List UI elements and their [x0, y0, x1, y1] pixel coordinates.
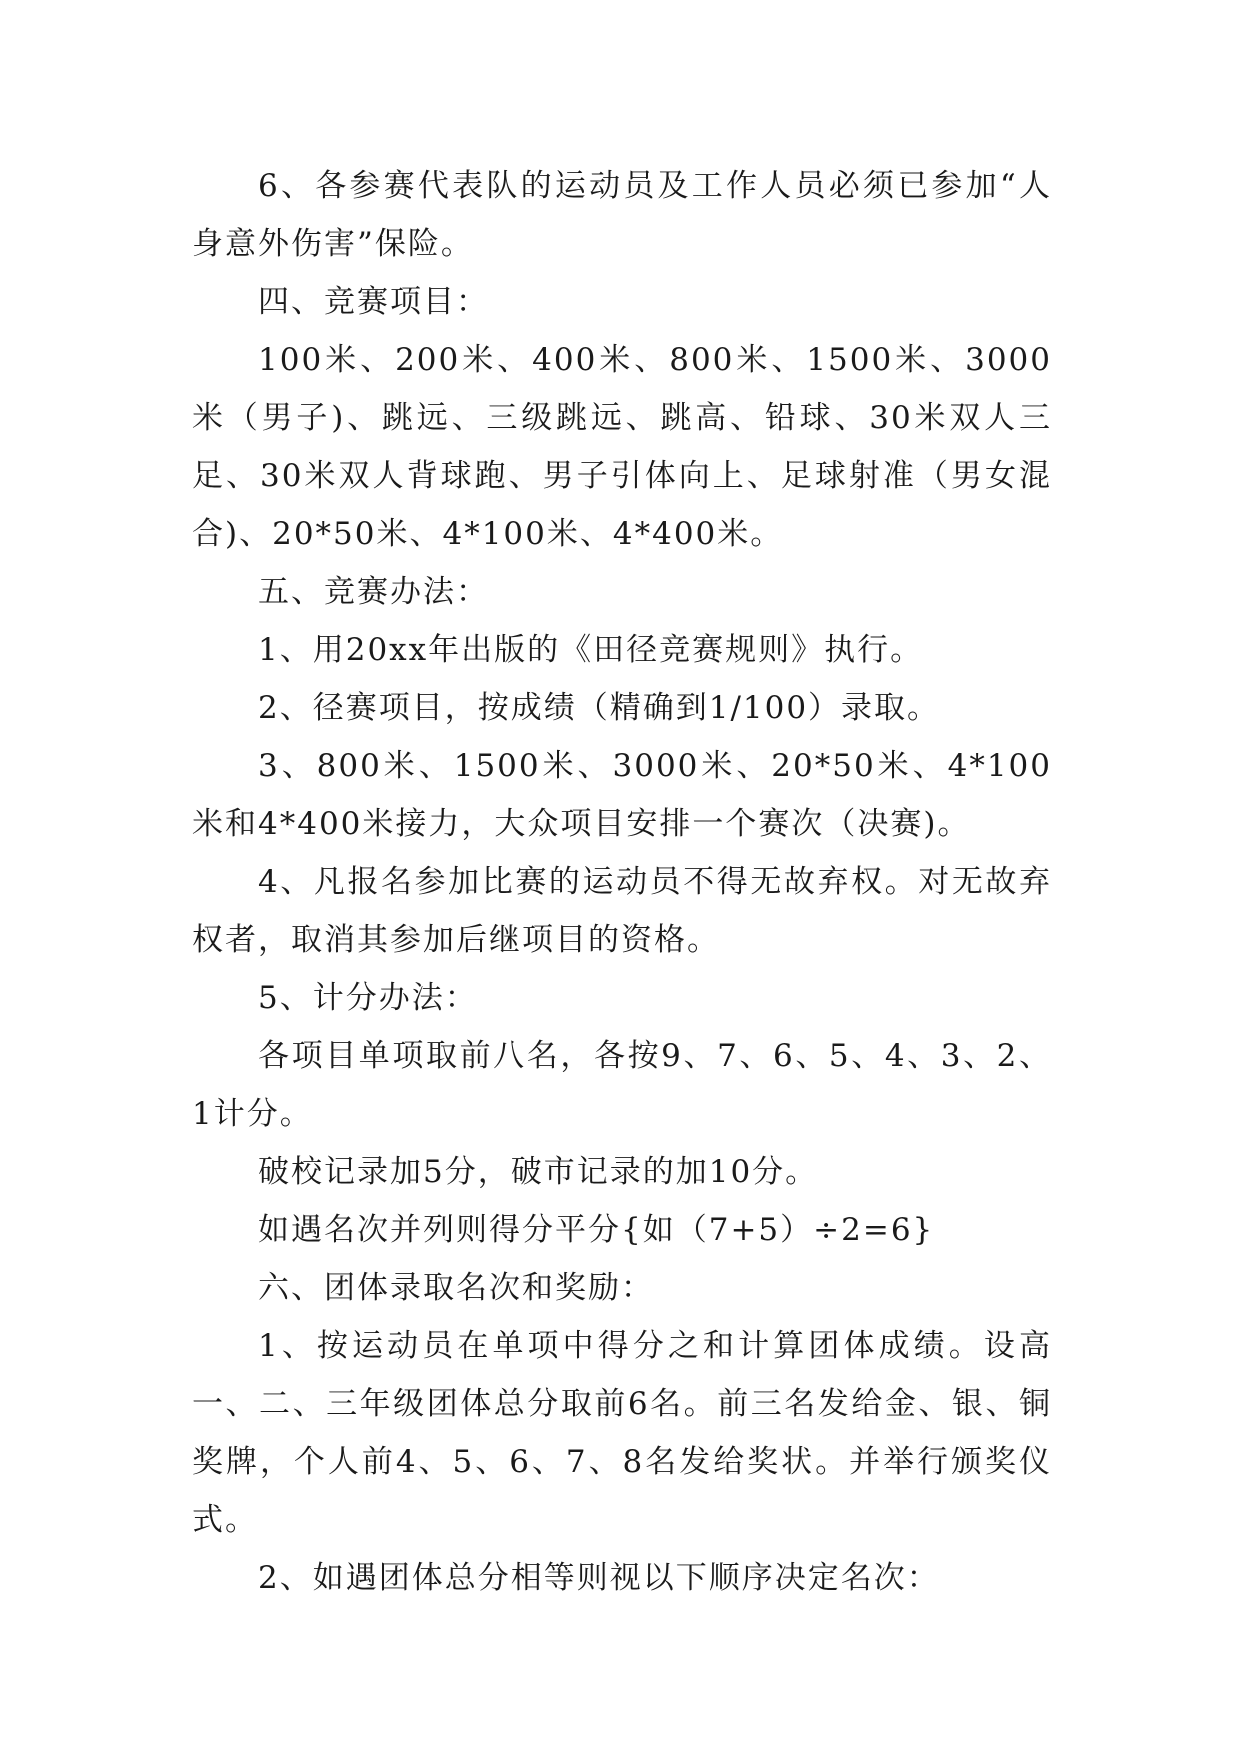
paragraph-team-score: 1、按运动员在单项中得分之和计算团体成绩。设高一、二、三年级团体总分取前6名。前三名发给金、银、铜奖牌，个人前4、5、6、7、8名发给奖状。并举行颁奖仪式。 [192, 1328, 1052, 1538]
paragraph-event-list: 100米、200米、400米、800米、1500米、3000米（男子)、跳远、三级跳远、跳高、铅球、30米双人三足、30米双人背球跑、男子引体向上、足球射准（男女混合)、20*50米、4*100米、4*400米。 [192, 342, 1052, 552]
document-body [192, 157, 1052, 1607]
paragraph-forfeit: 4、凡报名参加比赛的运动员不得无故弃权。对无故弃权者，取消其参加后继项目的资格。 [192, 864, 1052, 958]
paragraph-scoring-points: 各项目单项取前八名，各按9、7、6、5、4、3、2、1计分。 [192, 1038, 1052, 1132]
heading-methods: 五、竞赛办法： [258, 574, 489, 610]
paragraph-rules: 1、用20xx年出版的《田径竞赛规则》执行。 [258, 632, 924, 668]
paragraph-track-timing: 2、径赛项目，按成绩（精确到1/100）录取。 [258, 690, 941, 726]
paragraph-ties: 如遇名次并列则得分平分{如（7+5）÷2=6} [258, 1212, 935, 1248]
heading-events: 四、竞赛项目： [258, 284, 489, 320]
heading-team-awards: 六、团体录取名次和奖励： [258, 1270, 654, 1306]
paragraph-insurance: 6、各参赛代表队的运动员及工作人员必须已参加“人身意外伤害”保险。 [192, 168, 1052, 262]
paragraph-record-bonus: 破校记录加5分，破市记录的加10分。 [258, 1154, 819, 1190]
heading-scoring: 5、计分办法： [258, 980, 478, 1016]
paragraph-team-tie: 2、如遇团体总分相等则视以下顺序决定名次： [258, 1560, 940, 1596]
paragraph-finals: 3、800米、1500米、3000米、20*50米、4*100米和4*400米接力，大众项目安排一个赛次（决赛)。 [192, 748, 1052, 842]
